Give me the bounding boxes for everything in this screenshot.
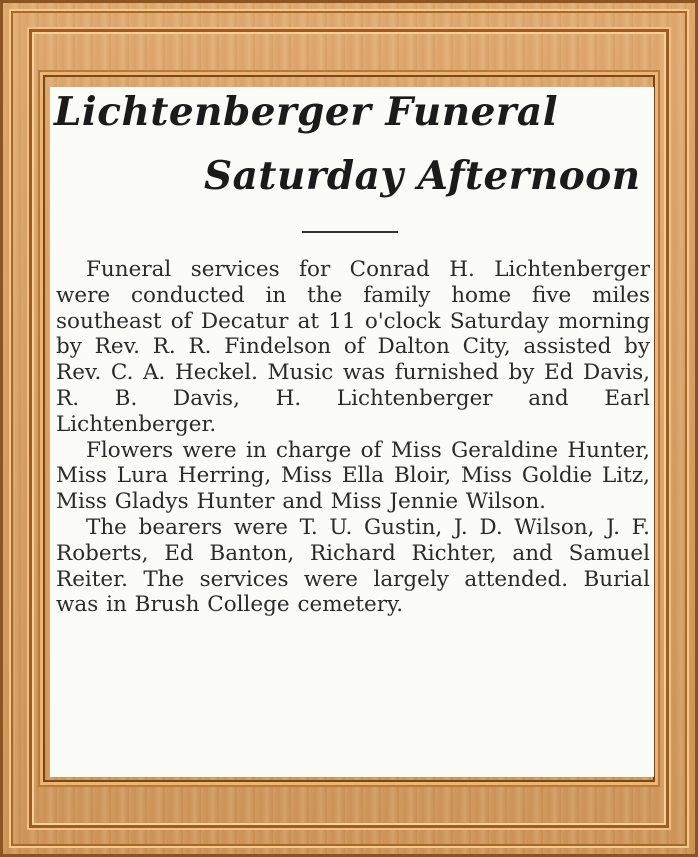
article-paragraph-3: The bearers were T. U. Gustin, J. D. Wilson, J. F. Roberts, Ed Banton, Richard Richter, and Samuel Reiter. The services were largely attended. Burial was in Brush College cemetery. bbox=[56, 514, 650, 618]
article-body bbox=[56, 257, 650, 618]
headline-divider bbox=[302, 231, 398, 233]
headline-line-2: Saturday Afternoon bbox=[204, 153, 641, 199]
newspaper-clipping bbox=[50, 87, 654, 777]
article-paragraph-2: Flowers were in charge of Miss Geraldine Hunter, Miss Lura Herring, Miss Ella Bloir, Miss Goldie Litz, Miss Gladys Hunter and Miss Jennie Wilson. bbox=[56, 437, 650, 515]
article-paragraph-1: Funeral services for Conrad H. Lichtenberger were conducted in the family home five miles southeast of Decatur at 11 o'clock Saturday morning by Rev. R. R. Findelson of Dalton City, assisted by Rev. C. A. Heckel. Music was furnished by Ed Davis, R. B. Davis, H. Lichtenberger and Earl Lichtenberger. bbox=[56, 257, 650, 437]
headline-line-1: Lichtenberger Funeral bbox=[54, 89, 559, 135]
